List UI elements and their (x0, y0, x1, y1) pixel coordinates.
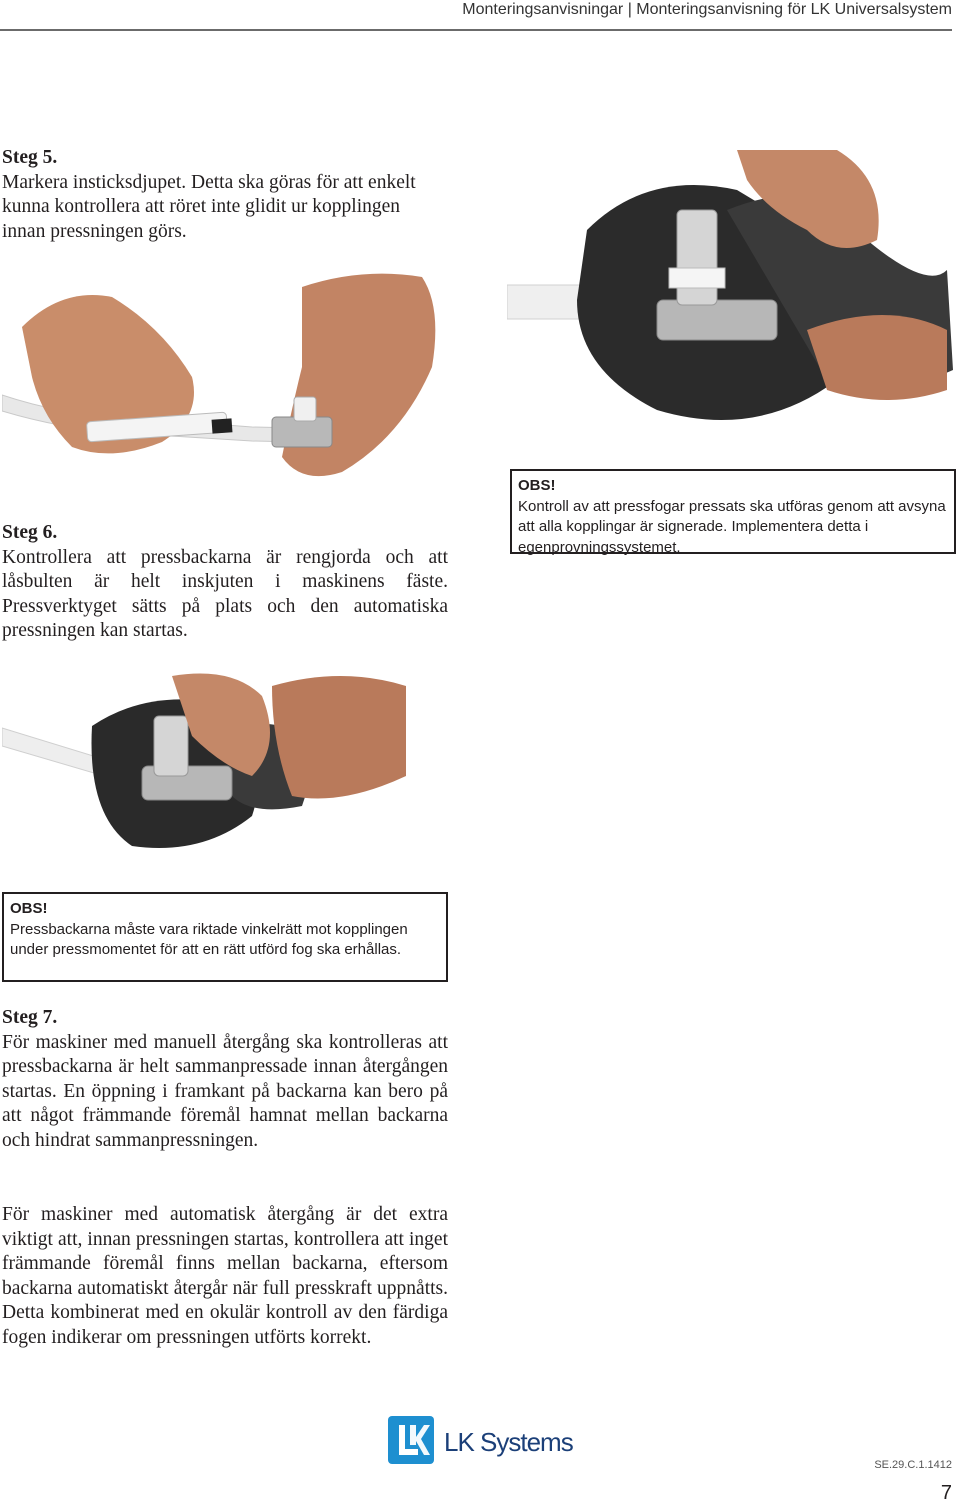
obs-note-signed-body: Kontroll av att pressfogar pressats ska utföras genom att avsyna att alla kopplingar är signerade. Implementera detta i egenprovningssystemet. (518, 497, 946, 556)
step6-body: Kontrollera att pressbackarna är rengjorda och att låsbulten är helt inskjuten i maskinens fäste. Pressverktyget sätts på plats och den automatiska pressningen kan startas. (2, 546, 448, 641)
step5-body: Markera insticksdjupet. Detta ska göras för att enkelt kunna kontrollera att röret inte glidit ur kopplingen innan pressningen görs. (2, 171, 416, 242)
header-divider (0, 29, 952, 31)
step7-section (2, 1006, 448, 1153)
page-header: Monteringsanvisningar | Monteringsanvisning för LK Universalsystem (462, 1, 952, 18)
step7-title: Steg 7. (2, 1007, 58, 1028)
obs-note-alignment-title: OBS! (10, 900, 48, 917)
lk-systems-logo (388, 1416, 578, 1466)
page-number: 7 (940, 1482, 952, 1504)
obs-note-signed-title: OBS! (518, 477, 556, 494)
document-id: SE.29.C.1.1412 (874, 1459, 952, 1471)
marking-depth-photo (2, 267, 444, 485)
obs-note-alignment-body: Pressbackarna måste vara riktade vinkelrätt mot kopplingen under pressmomentet för att en rätt utförd fog ska erhållas. (10, 920, 408, 958)
press-jaws-aligned-photo (2, 666, 406, 856)
automatic-return-paragraph: För maskiner med automatisk återgång är det extra viktigt att, innan pressningen startas, kontrollera att inget främmande föremål finns mellan backarna, eftersom backarna automatiskt återgår när full presskraft uppnåtts. Detta kombinerat med en okulär kontroll av den färdiga fogen indikerar om pressningen utförts korrekt. (2, 1204, 448, 1348)
step5-title: Steg 5. (2, 147, 58, 168)
obs-note-alignment (2, 892, 448, 982)
step6-title: Steg 6. (2, 522, 58, 543)
press-tool-photo (507, 150, 953, 432)
obs-note-signed (510, 469, 956, 554)
step7-body: För maskiner med manuell återgång ska kontrolleras att pressbackarna är helt sammanpressade innan återgången startas. En öppning i framkant på backarna kan bero på att något främmande föremål hamnat mellan backarna och hindrat sammanpressningen. (2, 1031, 448, 1151)
step6-section (2, 521, 448, 644)
logo-wordmark: LK Systems (444, 1427, 573, 1457)
step5-section (2, 146, 446, 244)
